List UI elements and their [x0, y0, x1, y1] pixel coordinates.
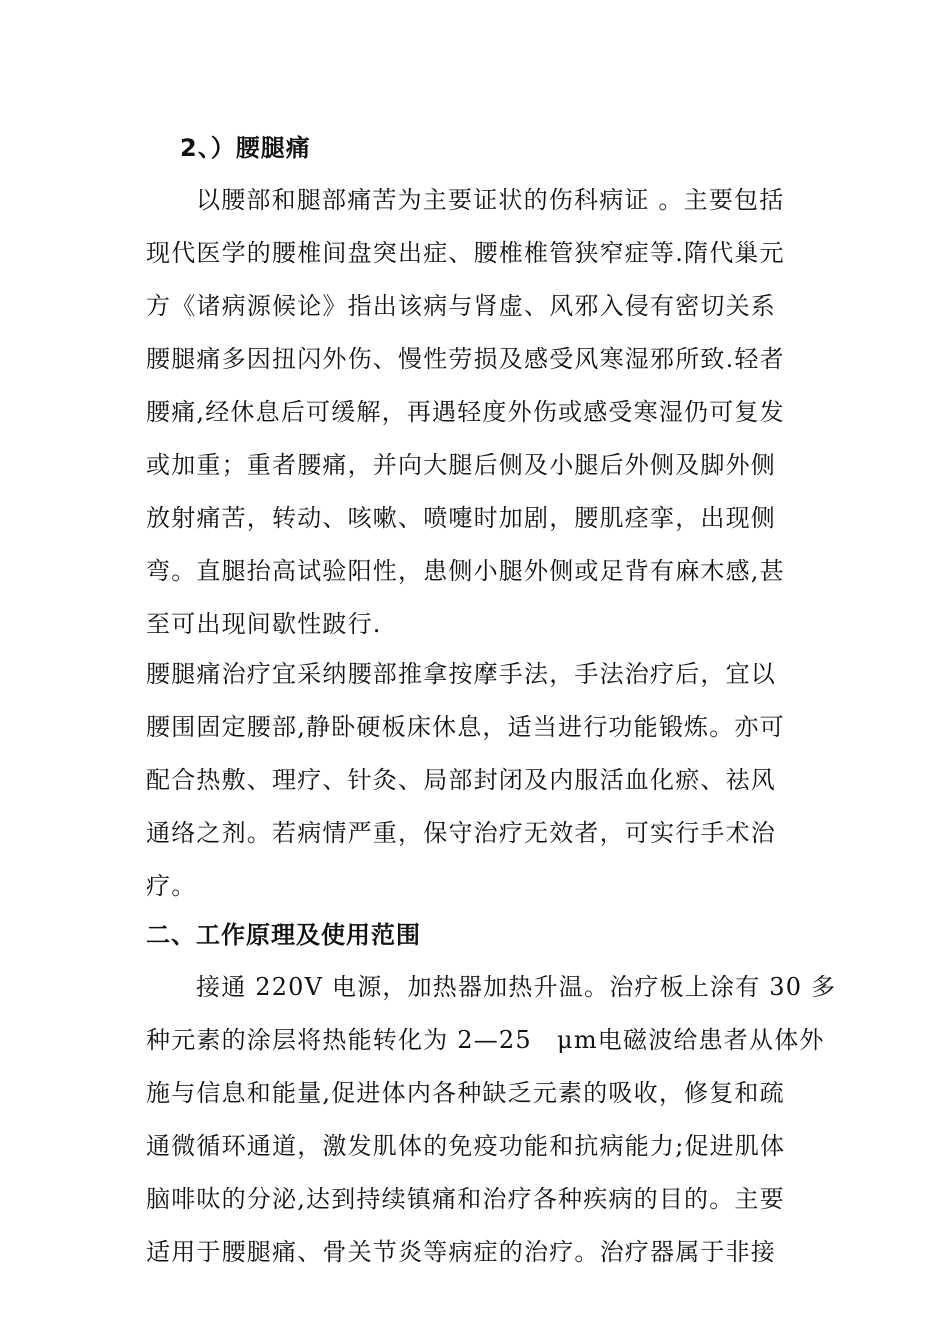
treatment-line-4: 通络之剂。若病情严重，保守治疗无效者，可实行手术治 — [146, 819, 776, 847]
principle-line-5: 脑啡呔的分泌,达到持续镇痛和治疗各种疾病的目的。主要 — [146, 1185, 785, 1213]
intro-line-1: 以腰部和腿部痛苦为主要证状的伤科病证 。主要包括 — [196, 186, 785, 214]
principle-line-6: 适用于腰腿痛、骨关节炎等病症的治疗。治疗器属于非接 — [146, 1238, 776, 1266]
principle-line-2: 种元素的涂层将热能转化为 2—25 μm电磁波给患者从体外 — [146, 1026, 825, 1054]
intro-line-7: 放射痛苦，转动、咳嗽、喷嚏时加剧，腰肌痉挛，出现侧 — [146, 504, 776, 532]
section-heading-principle: 二、工作原理及使用范围 — [146, 921, 421, 949]
treatment-line-1: 腰腿痛治疗宜采纳腰部推拿按摩手法，手法治疗后，宜以 — [146, 660, 776, 688]
intro-line-5: 腰痛,经休息后可缓解，再遇轻度外伤或感受寒湿仍可复发 — [146, 398, 785, 426]
intro-line-8: 弯。直腿抬高试验阳性，患侧小腿外侧或足背有麻木感,甚 — [146, 557, 785, 585]
section-heading-waist-leg-pain: 2、）腰腿痛 — [180, 134, 311, 162]
intro-line-6: 或加重；重者腰痛，并向大腿后侧及小腿后外侧及脚外侧 — [146, 451, 776, 479]
treatment-line-5: 疗。 — [146, 872, 197, 900]
treatment-line-2: 腰围固定腰部,静卧硬板床休息，适当进行功能锻炼。亦可 — [146, 713, 785, 741]
intro-line-2: 现代医学的腰椎间盘突出症、腰椎椎管狭窄症等.隋代巢元 — [146, 239, 785, 267]
intro-line-4: 腰腿痛多因扭闪外伤、慢性劳损及感受风寒湿邪所致.轻者 — [146, 345, 785, 373]
intro-line-3: 方《诸病源候论》指出该病与肾虚、风邪入侵有密切关系 — [146, 292, 776, 320]
principle-line-4: 通微循环通道，激发肌体的免疫功能和抗病能力;促进肌体 — [146, 1132, 786, 1160]
principle-line-1: 接通 220V 电源，加热器加热升温。治疗板上涂有 30 多 — [196, 973, 837, 1001]
intro-line-9: 至可出现间歇性跛行. — [146, 610, 382, 638]
treatment-line-3: 配合热敷、理疗、针灸、局部封闭及内服活血化瘀、祛风 — [146, 766, 776, 794]
principle-line-3: 施与信息和能量,促进体内各种缺乏元素的吸收，修复和疏 — [146, 1079, 785, 1107]
